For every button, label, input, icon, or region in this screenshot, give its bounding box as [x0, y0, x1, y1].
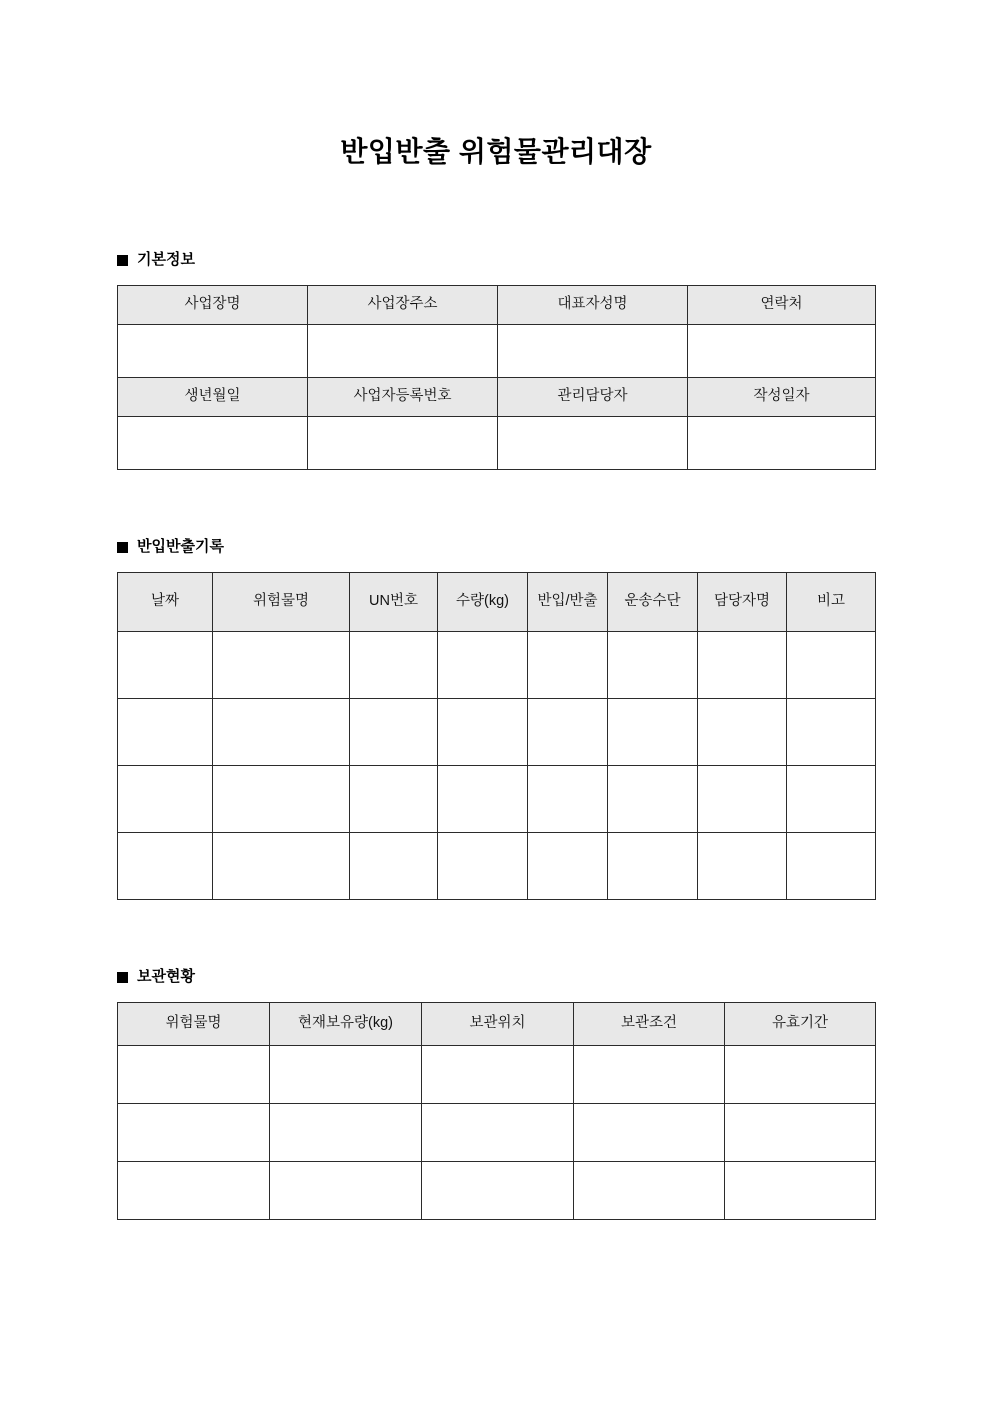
table-row — [118, 833, 876, 900]
bullet-square-icon — [117, 542, 128, 553]
entry-cell[interactable] — [213, 833, 350, 900]
column-header: 관리담당자 — [498, 378, 688, 417]
column-header: 담당자명 — [698, 573, 787, 632]
entry-cell[interactable] — [438, 766, 528, 833]
entry-cell[interactable] — [213, 632, 350, 699]
section-spacer — [0, 470, 992, 538]
table-row — [118, 573, 876, 632]
inout-record-table — [117, 572, 876, 900]
entry-cell[interactable] — [528, 766, 608, 833]
column-header: 대표자성명 — [498, 286, 688, 325]
basic-info-table — [117, 285, 876, 470]
entry-cell[interactable] — [118, 766, 213, 833]
page-title: 반입반출 위험물관리대장 — [340, 136, 652, 167]
entry-cell[interactable] — [528, 699, 608, 766]
entry-cell[interactable] — [688, 417, 876, 470]
column-header: 사업자등록번호 — [308, 378, 498, 417]
entry-cell[interactable] — [725, 1162, 876, 1220]
section-title-storage-status: 보관현황 — [137, 968, 195, 985]
column-header: 생년월일 — [118, 378, 308, 417]
entry-cell[interactable] — [698, 766, 787, 833]
column-header: 반입/반출 — [528, 573, 608, 632]
table-row — [118, 286, 876, 325]
entry-cell[interactable] — [350, 833, 438, 900]
entry-cell[interactable] — [213, 699, 350, 766]
entry-cell[interactable] — [350, 699, 438, 766]
entry-cell[interactable] — [608, 632, 698, 699]
entry-cell[interactable] — [422, 1162, 574, 1220]
entry-cell[interactable] — [574, 1046, 725, 1104]
entry-cell[interactable] — [422, 1104, 574, 1162]
section-storage-status — [0, 968, 992, 1220]
column-header: 연락처 — [688, 286, 876, 325]
column-header: 현재보유량(kg) — [270, 1003, 422, 1046]
bullet-square-icon — [117, 255, 128, 266]
table-row — [118, 632, 876, 699]
heading-table-spacer — [0, 269, 992, 285]
bullet-square-icon — [117, 972, 128, 983]
column-header: UN번호 — [350, 573, 438, 632]
title-spacer — [0, 169, 992, 251]
entry-cell[interactable] — [350, 766, 438, 833]
entry-cell[interactable] — [213, 766, 350, 833]
table-row — [118, 1046, 876, 1104]
entry-cell[interactable] — [725, 1046, 876, 1104]
entry-cell[interactable] — [528, 833, 608, 900]
table-row — [118, 766, 876, 833]
column-header: 날짜 — [118, 573, 213, 632]
table-row — [118, 1104, 876, 1162]
entry-cell[interactable] — [698, 699, 787, 766]
column-header: 비고 — [787, 573, 876, 632]
entry-cell[interactable] — [118, 1104, 270, 1162]
table-row — [118, 1003, 876, 1046]
entry-cell[interactable] — [438, 833, 528, 900]
entry-cell[interactable] — [118, 833, 213, 900]
column-header: 보관위치 — [422, 1003, 574, 1046]
entry-cell[interactable] — [787, 833, 876, 900]
entry-cell[interactable] — [118, 632, 213, 699]
entry-cell[interactable] — [608, 833, 698, 900]
table-row — [118, 378, 876, 417]
entry-cell[interactable] — [270, 1162, 422, 1220]
entry-cell[interactable] — [498, 417, 688, 470]
entry-cell[interactable] — [422, 1046, 574, 1104]
entry-cell[interactable] — [608, 699, 698, 766]
entry-cell[interactable] — [270, 1104, 422, 1162]
entry-cell[interactable] — [725, 1104, 876, 1162]
column-header: 운송수단 — [608, 573, 698, 632]
column-header: 사업장명 — [118, 286, 308, 325]
entry-cell[interactable] — [528, 632, 608, 699]
section-title-inout-record: 반입반출기록 — [137, 538, 224, 555]
section-spacer — [0, 900, 992, 968]
entry-cell[interactable] — [498, 325, 688, 378]
entry-cell[interactable] — [118, 1162, 270, 1220]
entry-cell[interactable] — [698, 833, 787, 900]
entry-cell[interactable] — [574, 1104, 725, 1162]
column-header: 유효기간 — [725, 1003, 876, 1046]
column-header: 작성일자 — [688, 378, 876, 417]
entry-cell[interactable] — [118, 417, 308, 470]
section-inout-record — [0, 538, 992, 900]
section-heading-inout-record — [0, 538, 992, 556]
entry-cell[interactable] — [270, 1046, 422, 1104]
section-basic-info — [0, 251, 992, 470]
storage-status-table — [117, 1002, 876, 1220]
column-header: 사업장주소 — [308, 286, 498, 325]
column-header: 위험물명 — [118, 1003, 270, 1046]
table-row — [118, 325, 876, 378]
entry-cell[interactable] — [787, 699, 876, 766]
entry-cell[interactable] — [118, 325, 308, 378]
table-row — [118, 417, 876, 470]
entry-cell[interactable] — [118, 699, 213, 766]
entry-cell[interactable] — [308, 325, 498, 378]
entry-cell[interactable] — [438, 699, 528, 766]
entry-cell[interactable] — [787, 632, 876, 699]
column-header: 위험물명 — [213, 573, 350, 632]
section-heading-basic-info — [0, 251, 992, 269]
entry-cell[interactable] — [438, 632, 528, 699]
column-header: 수량(kg) — [438, 573, 528, 632]
section-heading-storage-status — [0, 968, 992, 986]
table-row — [118, 1162, 876, 1220]
entry-cell[interactable] — [308, 417, 498, 470]
entry-cell[interactable] — [787, 766, 876, 833]
entry-cell[interactable] — [698, 632, 787, 699]
entry-cell[interactable] — [574, 1162, 725, 1220]
table-row — [118, 699, 876, 766]
section-title-basic-info: 기본정보 — [137, 251, 195, 268]
entry-cell[interactable] — [688, 325, 876, 378]
heading-table-spacer — [0, 556, 992, 572]
entry-cell[interactable] — [350, 632, 438, 699]
column-header: 보관조건 — [574, 1003, 725, 1046]
heading-table-spacer — [0, 986, 992, 1002]
entry-cell[interactable] — [118, 1046, 270, 1104]
entry-cell[interactable] — [608, 766, 698, 833]
